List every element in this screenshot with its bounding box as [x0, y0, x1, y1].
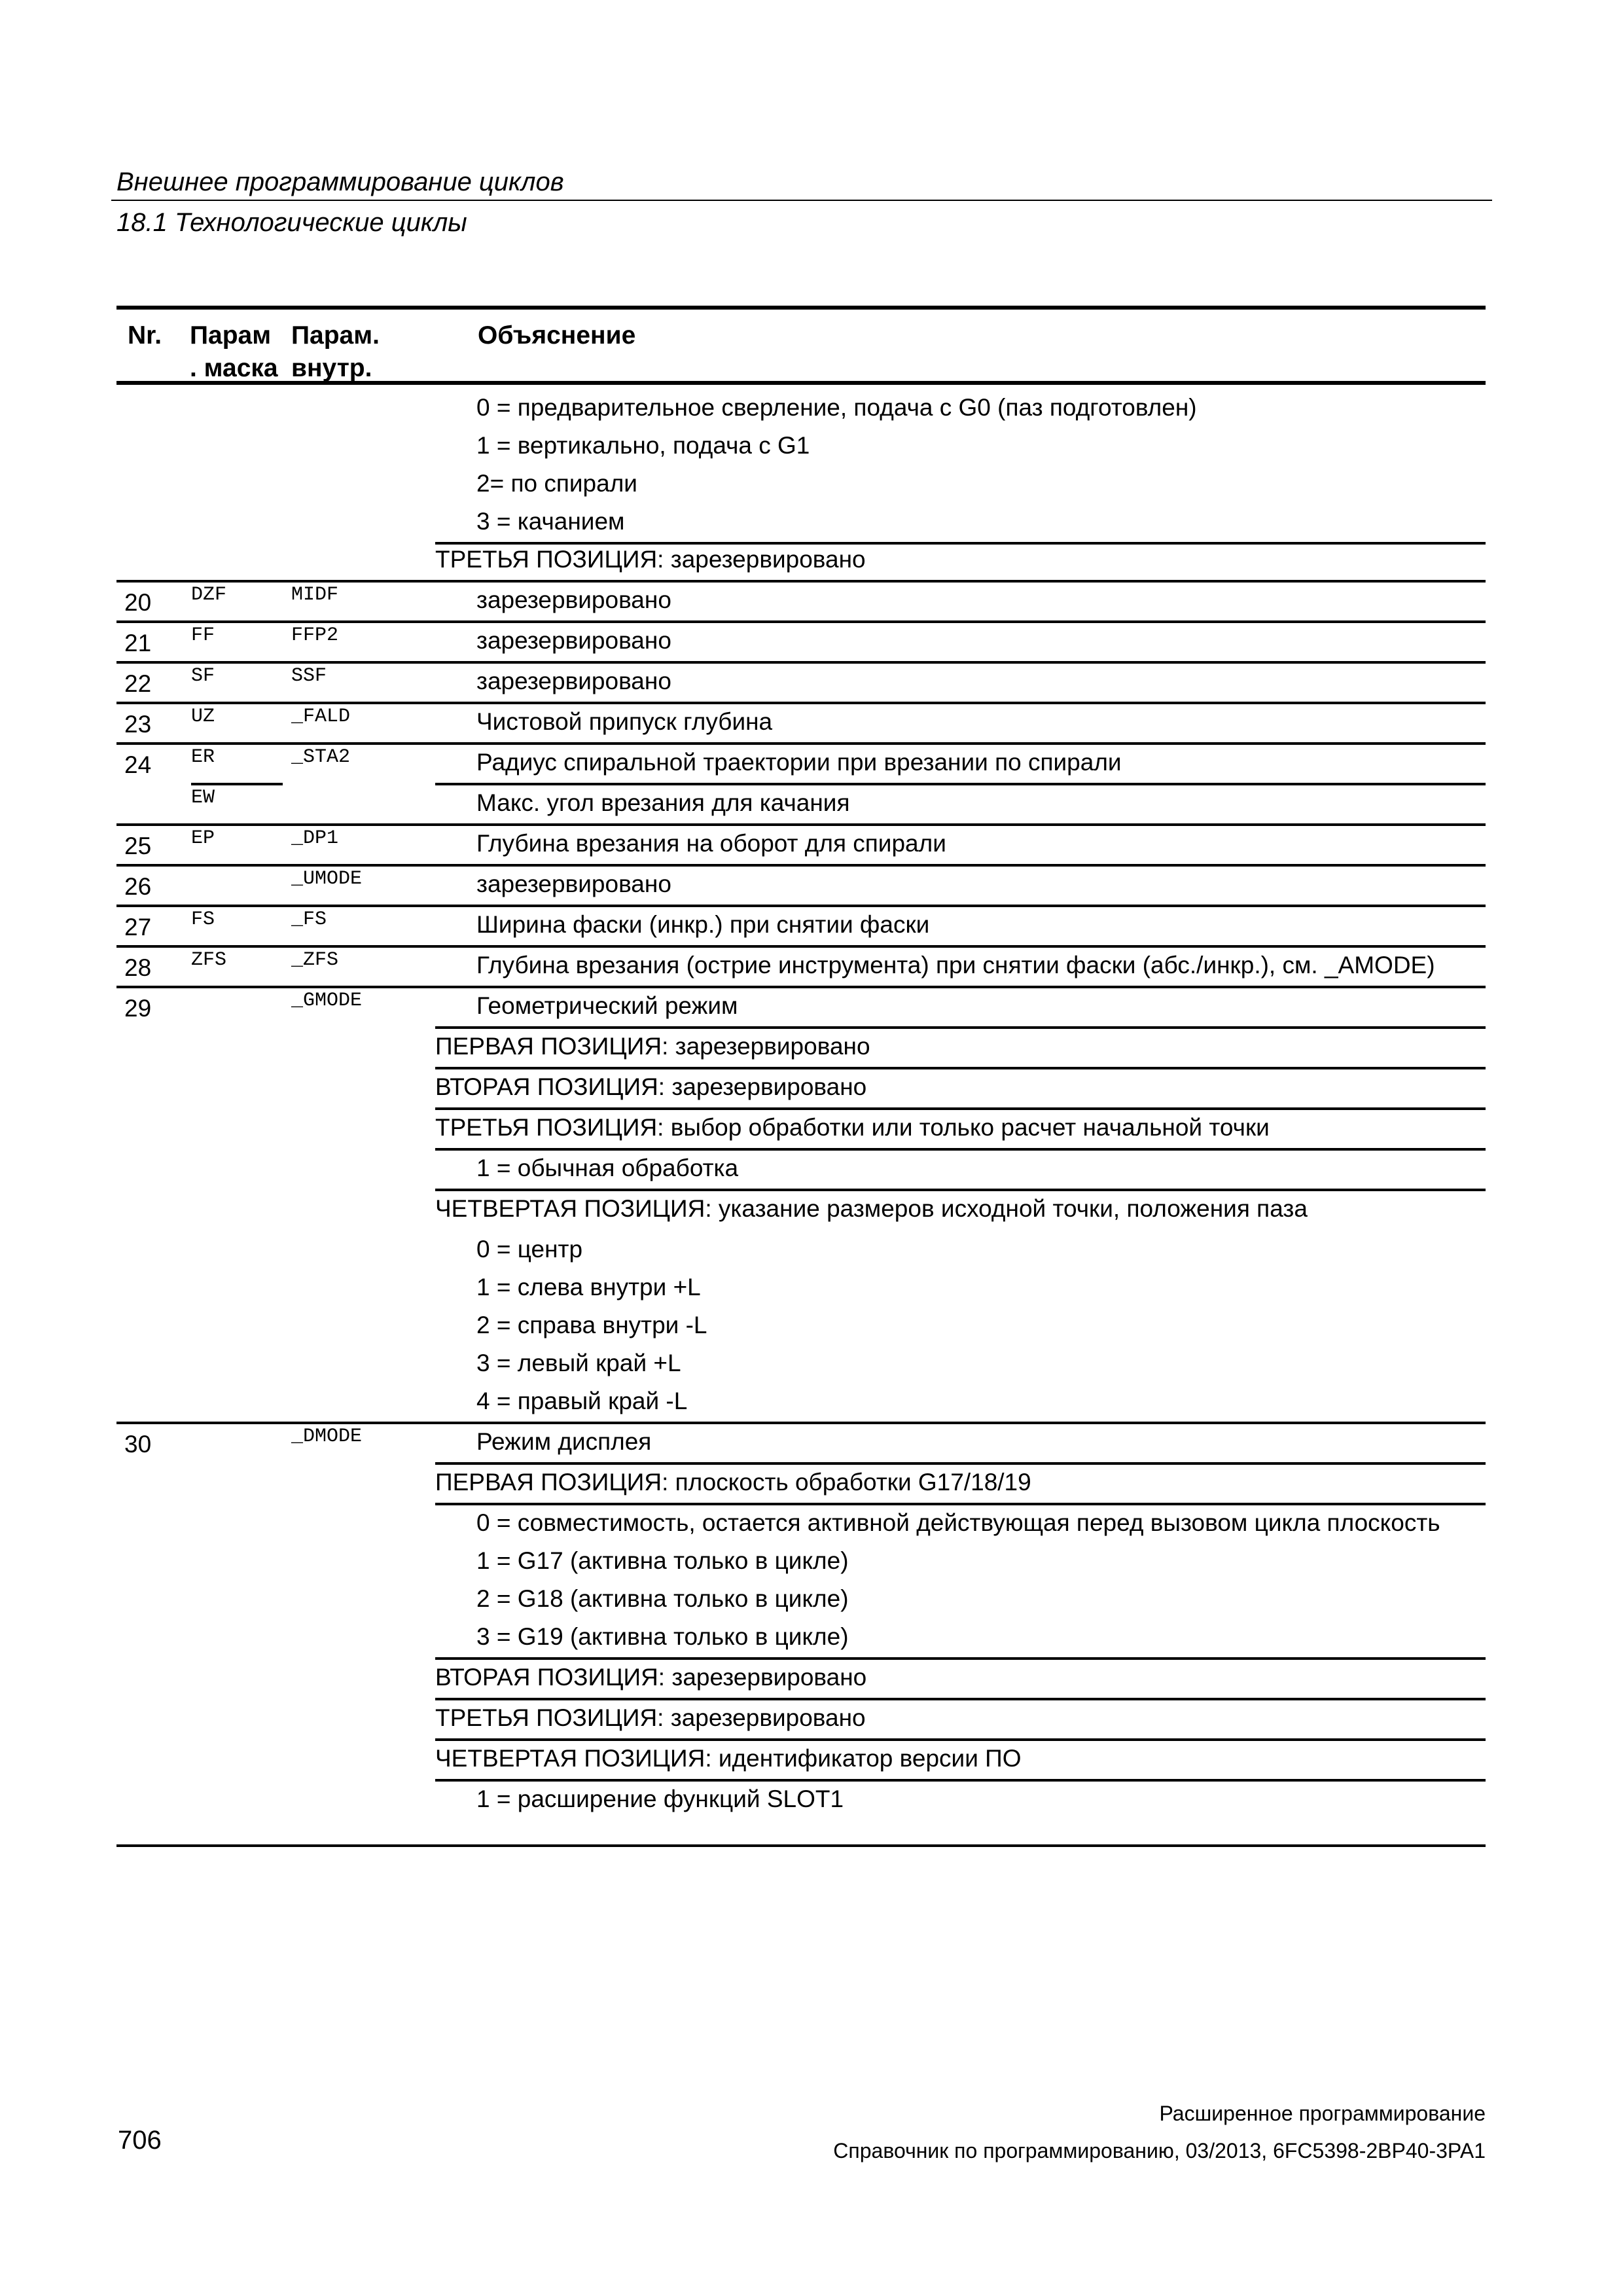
row-param-mask: ZFS	[191, 949, 227, 971]
row-explanation: 3 = левый край +L	[476, 1350, 681, 1376]
row-rule	[435, 1779, 1486, 1782]
row-explanation: ТРЕТЬЯ ПОЗИЦИЯ: зарезервировано	[435, 1704, 866, 1731]
row-explanation: ВТОРАЯ ПОЗИЦИЯ: зарезервировано	[435, 1664, 867, 1691]
row-param-internal: _STA2	[291, 746, 351, 768]
row-nr: 22	[124, 670, 152, 697]
row-explanation: 0 = предварительное сверление, подача с G0 (паз подготовлен)	[476, 394, 1197, 421]
row-explanation: Макс. угол врезания для качания	[476, 789, 850, 816]
row-nr: 23	[124, 711, 152, 738]
row-rule	[116, 1422, 1486, 1424]
row-explanation: 1 = обычная обработка	[476, 1155, 739, 1181]
row-explanation: 2 = G18 (активна только в цикле)	[476, 1585, 849, 1612]
row-param-internal: FFP2	[291, 624, 339, 647]
row-rule	[116, 661, 1486, 664]
row-nr: 25	[124, 833, 152, 859]
row-explanation: зарезервировано	[476, 627, 671, 654]
row-rule	[435, 1462, 1486, 1465]
section-title: 18.1 Технологические циклы	[116, 208, 467, 237]
header-explanation: Объяснение	[478, 321, 636, 350]
row-rule	[435, 1107, 1486, 1110]
row-explanation: ПЕРВАЯ ПОЗИЦИЯ: зарезервировано	[435, 1033, 870, 1060]
row-rule	[116, 905, 1486, 907]
row-nr: 29	[124, 995, 152, 1022]
row-nr: 28	[124, 954, 152, 981]
row-param-internal: _FS	[291, 908, 327, 931]
header-param-internal: Парам. внутр.	[291, 321, 380, 382]
row-nr: 24	[124, 751, 152, 778]
header-rule	[111, 200, 1492, 201]
row-nr: 21	[124, 630, 152, 656]
row-explanation: 1 = расширение функций SLOT1	[476, 1785, 844, 1812]
header-nr: Nr.	[128, 321, 162, 350]
row-explanation: Геометрический режим	[476, 992, 738, 1019]
row-rule	[116, 580, 1486, 583]
table-header-rule	[116, 381, 1486, 385]
row-param-mask: EW	[191, 787, 215, 809]
row-explanation: Ширина фаски (инкр.) при снятии фаски	[476, 911, 930, 938]
row-explanation: 1 = G17 (активна только в цикле)	[476, 1547, 849, 1574]
row-rule	[116, 702, 1486, 704]
row-explanation: 1 = вертикально, подача с G1	[476, 432, 810, 459]
row-rule	[435, 1067, 1486, 1069]
row-param-mask: FF	[191, 624, 215, 647]
row-explanation: Глубина врезания на оборот для спирали	[476, 830, 946, 857]
row-explanation: 0 = совместимость, остается активной действующая перед вызовом цикла плоскость	[476, 1509, 1440, 1536]
row-rule	[435, 542, 1486, 545]
row-param-internal: _UMODE	[291, 868, 363, 890]
row-rule	[435, 1738, 1486, 1741]
table-bottom-rule	[116, 1844, 1486, 1847]
row-rule	[435, 1657, 1486, 1660]
row-explanation: ЧЕТВЕРТАЯ ПОЗИЦИЯ: указание размеров исходной точки, положения паза	[435, 1195, 1308, 1222]
row-nr: 20	[124, 589, 152, 616]
row-explanation: 3 = качанием	[476, 508, 625, 535]
row-param-mask: EP	[191, 827, 215, 850]
row-explanation: ТРЕТЬЯ ПОЗИЦИЯ: зарезервировано	[435, 546, 866, 573]
row-param-internal: _ZFS	[291, 949, 339, 971]
row-explanation: зарезервировано	[476, 870, 671, 897]
row-nr: 26	[124, 873, 152, 900]
row-rule	[116, 945, 1486, 948]
row-explanation: 0 = центр	[476, 1236, 583, 1263]
footer-book-title: Расширенное программирование	[1159, 2102, 1486, 2125]
row-rule	[435, 1148, 1486, 1151]
row-param-mask: SF	[191, 665, 215, 687]
page-number: 706	[118, 2126, 162, 2155]
row-nr: 30	[124, 1431, 152, 1458]
row-param-internal: SSF	[291, 665, 327, 687]
table-top-rule	[116, 306, 1486, 310]
row-explanation: ПЕРВАЯ ПОЗИЦИЯ: плоскость обработки G17/18/19	[435, 1469, 1031, 1496]
row-rule	[435, 1503, 1486, 1505]
row-explanation: ВТОРАЯ ПОЗИЦИЯ: зарезервировано	[435, 1073, 867, 1100]
chapter-title: Внешнее программирование циклов	[116, 168, 564, 196]
row-param-internal: _DP1	[291, 827, 339, 850]
footer-reference: Справочник по программированию, 03/2013, 6FC5398-2BP40-3PA1	[833, 2139, 1486, 2162]
row-explanation: Глубина врезания (острие инструмента) при снятии фаски (абс./инкр.), см. _AMODE)	[476, 952, 1435, 978]
row-param-internal: MIDF	[291, 584, 339, 606]
row-rule	[191, 783, 283, 785]
row-param-mask: DZF	[191, 584, 227, 606]
row-explanation: 1 = слева внутри +L	[476, 1274, 701, 1300]
row-rule	[116, 986, 1486, 988]
row-explanation: Чистовой припуск глубина	[476, 708, 773, 735]
row-param-mask: FS	[191, 908, 215, 931]
row-rule	[116, 742, 1486, 745]
row-param-internal: _DMODE	[291, 1426, 363, 1448]
row-param-internal: _FALD	[291, 706, 351, 728]
header-param-mask: Парам . маска	[190, 321, 278, 382]
row-explanation: 3 = G19 (активна только в цикле)	[476, 1623, 849, 1650]
row-explanation: ТРЕТЬЯ ПОЗИЦИЯ: выбор обработки или только расчет начальной точки	[435, 1114, 1270, 1141]
row-param-mask: UZ	[191, 706, 215, 728]
row-rule	[435, 1698, 1486, 1700]
row-rule	[435, 1026, 1486, 1029]
row-rule	[435, 1189, 1486, 1191]
row-explanation: Режим дисплея	[476, 1428, 652, 1455]
row-explanation: ЧЕТВЕРТАЯ ПОЗИЦИЯ: идентификатор версии ПО	[435, 1745, 1022, 1772]
row-explanation: 2 = справа внутри -L	[476, 1312, 707, 1338]
row-explanation: Радиус спиральной траектории при врезании по спирали	[476, 749, 1122, 776]
row-explanation: зарезервировано	[476, 586, 671, 613]
row-rule	[116, 620, 1486, 623]
row-rule	[435, 783, 1486, 785]
row-explanation: зарезервировано	[476, 668, 671, 694]
row-explanation: 2= по спирали	[476, 470, 637, 497]
row-rule	[116, 823, 1486, 826]
row-param-internal: _GMODE	[291, 990, 363, 1012]
row-explanation: 4 = правый край -L	[476, 1388, 688, 1414]
row-rule	[116, 864, 1486, 867]
row-nr: 27	[124, 914, 152, 941]
row-param-mask: ER	[191, 746, 215, 768]
